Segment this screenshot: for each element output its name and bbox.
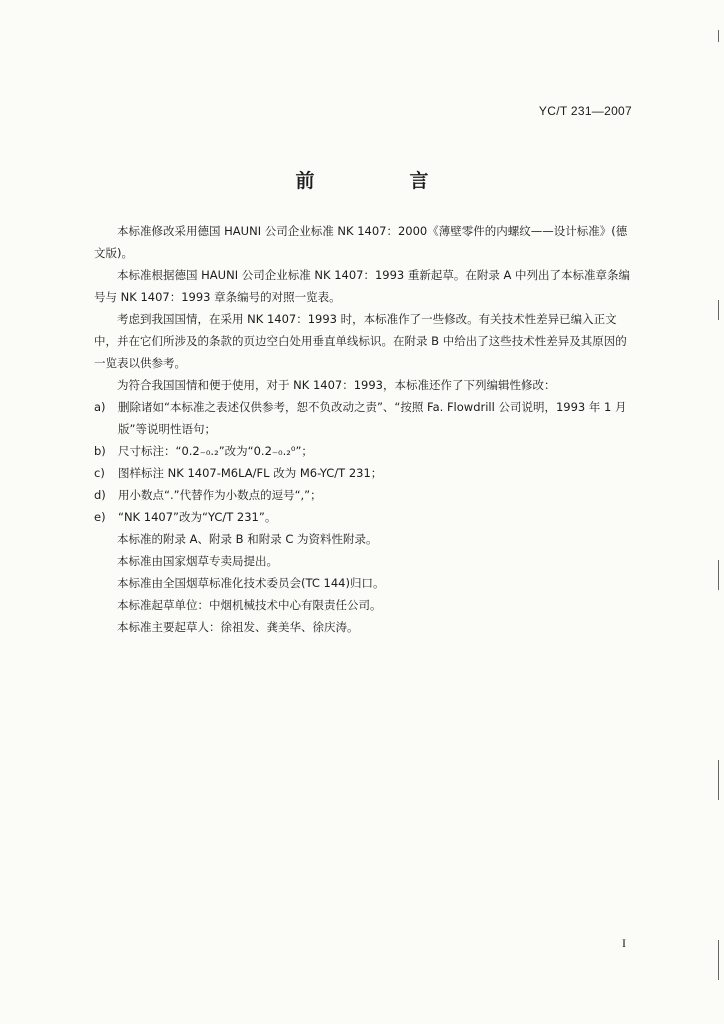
list-marker: b) bbox=[94, 444, 106, 458]
paragraph: 本标准根据德国 HAUNI 公司企业标准 NK 1407：1993 重新起草。在附录 A 中列出了本标准章条编号与 NK 1407：1993 章条编号的对照一览表。 bbox=[94, 268, 631, 304]
paragraph: 本标准由国家烟草专卖局提出。 bbox=[117, 554, 278, 568]
paragraph: 本标准的附录 A、附录 B 和附录 C 为资料性附录。 bbox=[117, 532, 378, 546]
foreword-body bbox=[94, 220, 634, 638]
scan-edge-mark bbox=[718, 30, 719, 42]
list-marker: a) bbox=[94, 400, 106, 414]
list-item bbox=[94, 484, 634, 506]
paragraph: 本标准起草单位：中烟机械技术中心有限责任公司。 bbox=[117, 598, 382, 612]
page-number: I bbox=[622, 936, 626, 950]
list-text: “NK 1407”改为“YC/T 231”。 bbox=[118, 510, 277, 524]
list-text: 尺寸标注：“0.2₋₀.₂”改为“0.2₋₀.₂⁰”； bbox=[118, 444, 313, 458]
paragraph: 考虑到我国国情，在采用 NK 1407：1993 时，本标准作了一些修改。有关技术性差异已编入正文中，并在它们所涉及的条款的页边空白处用垂直单线标识。在附录 B 中给出了这些技术性差异及其原因的一览表以供参考。 bbox=[94, 312, 627, 370]
list-text: 图样标注 NK 1407-M6LA/FL 改为 M6-YC/T 231； bbox=[118, 466, 383, 480]
scan-edge-mark bbox=[718, 300, 719, 320]
list-item bbox=[94, 506, 634, 528]
scan-edge-mark bbox=[718, 940, 719, 980]
page-title: 前 言 bbox=[295, 170, 467, 192]
standard-code: YC/T 231—2007 bbox=[538, 104, 632, 118]
list-marker: d) bbox=[94, 488, 106, 502]
list-item bbox=[94, 462, 634, 484]
paragraph: 本标准主要起草人：徐祖发、龚美华、徐庆涛。 bbox=[117, 620, 359, 634]
list-text: 删除诸如“本标准之表述仅供参考，恕不负改动之责”、“按照 Fa. Flowdrill 公司说明，1993 年 1 月版”等说明性语句； bbox=[118, 400, 627, 436]
list-item bbox=[94, 440, 634, 462]
scan-edge-mark bbox=[718, 760, 719, 800]
paragraph: 本标准修改采用德国 HAUNI 公司企业标准 NK 1407：2000《薄壁零件的内螺纹——设计标准》(德文版)。 bbox=[94, 224, 628, 260]
list-text: 用小数点“.”代替作为小数点的逗号“,”； bbox=[118, 488, 322, 502]
scan-edge-mark bbox=[718, 560, 719, 590]
list-marker: e) bbox=[94, 510, 106, 524]
paragraph: 本标准由全国烟草标准化技术委员会(TC 144)归口。 bbox=[117, 576, 385, 590]
paragraph: 为符合我国国情和便于使用，对于 NK 1407：1993，本标准还作了下列编辑性修改： bbox=[117, 378, 556, 392]
list-item bbox=[94, 396, 634, 440]
list-marker: c) bbox=[94, 466, 105, 480]
